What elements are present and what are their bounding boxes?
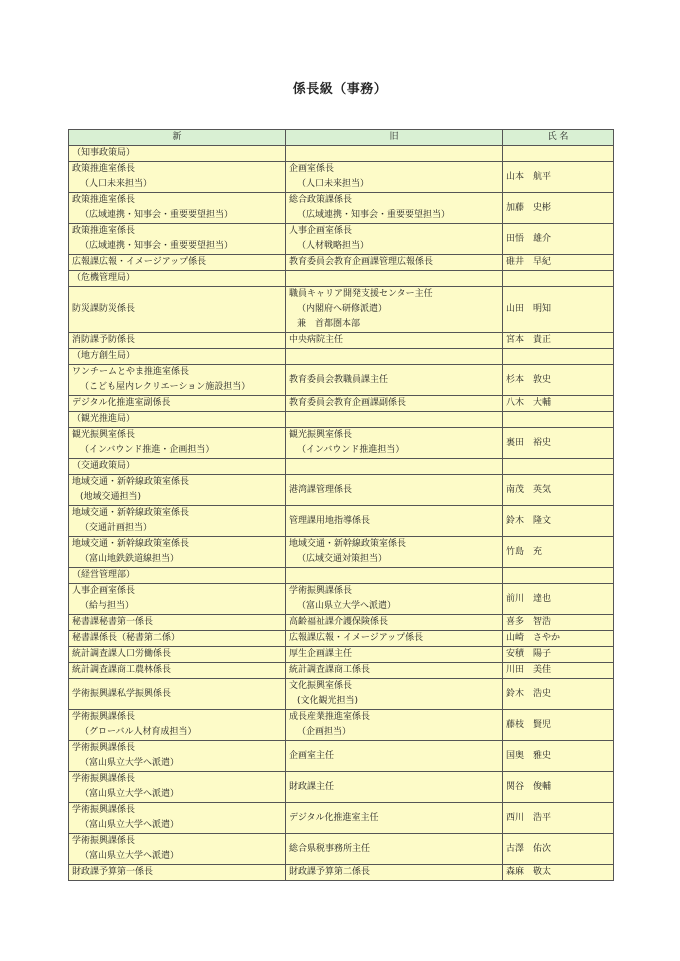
position-line: 教育委員会教職員課主任 — [289, 374, 389, 385]
person-name: 西川 浩平 — [503, 803, 614, 834]
header-row — [69, 130, 614, 146]
person-name: 山本 航平 — [503, 162, 614, 193]
old-position-cell — [286, 803, 503, 834]
table-row — [69, 647, 614, 663]
section-label: （観光推進局） — [69, 412, 286, 428]
old-position-cell — [286, 663, 503, 679]
position-line: 総合県税事務所主任 — [289, 843, 371, 854]
position-line: 地域交通・新幹線政策室係長 — [289, 539, 407, 549]
position-line: 学術振興課係長 — [72, 712, 136, 722]
position-line: 中央病院主任 — [289, 335, 344, 345]
position-line: 教育委員会教育企画課管理広報係長 — [289, 257, 434, 267]
personnel-table — [68, 129, 614, 881]
new-position-cell — [69, 584, 286, 615]
old-position-cell — [286, 631, 503, 647]
table-row — [69, 865, 614, 881]
old-position-cell — [286, 224, 503, 255]
new-position-cell — [69, 537, 286, 568]
person-name: 山田 明知 — [503, 287, 614, 333]
section-label: （経営管理部） — [69, 568, 286, 584]
position-line: （富山県立大学へ派遣） — [80, 851, 180, 861]
new-position-cell — [69, 865, 286, 881]
person-name: 宮本 貴正 — [503, 333, 614, 349]
position-line: 消防課予防係長 — [72, 335, 136, 345]
position-line: 政策推進室係長 — [72, 164, 136, 174]
position-line: 防災課防災係長 — [72, 304, 136, 314]
table-row — [69, 834, 614, 865]
position-line: （人口未来担当） — [80, 179, 153, 189]
table-row — [69, 475, 614, 506]
person-name: 鈴木 浩史 — [503, 679, 614, 710]
old-position-cell — [286, 506, 503, 537]
table-row — [69, 803, 614, 834]
position-line: 政策推進室係長 — [72, 226, 136, 236]
table-row — [69, 741, 614, 772]
new-position-cell — [69, 224, 286, 255]
table-row — [69, 537, 614, 568]
position-line: 人事企画室係長 — [72, 586, 136, 596]
new-position-cell — [69, 193, 286, 224]
position-line: 統計調査課人口労働係長 — [72, 649, 172, 659]
table-row — [69, 255, 614, 271]
section-label: （地方創生局） — [69, 349, 286, 365]
section-row — [69, 412, 614, 428]
position-line: 人事企画室係長 — [289, 226, 353, 236]
new-position-cell — [69, 333, 286, 349]
old-position-cell — [286, 865, 503, 881]
position-line: 地域交通・新幹線政策室係長 — [72, 539, 190, 549]
position-line: 企画室主任 — [289, 750, 335, 761]
table-row — [69, 162, 614, 193]
header-new: 新 — [69, 130, 286, 146]
old-position-cell — [286, 584, 503, 615]
person-name: 竹島 充 — [503, 537, 614, 568]
table-row — [69, 193, 614, 224]
person-name: 関谷 俊輔 — [503, 772, 614, 803]
section-empty-cell — [286, 271, 503, 287]
old-position-cell — [286, 741, 503, 772]
position-line: 統計調査課商工農林係長 — [72, 665, 172, 675]
position-line: （広域連携・知事会・重要要望担当） — [80, 210, 234, 220]
position-line: 観光振興室係長 — [289, 430, 353, 440]
position-line: 総合政策課係長 — [289, 195, 353, 205]
position-line: （広域連携・知事会・重要要望担当） — [297, 210, 451, 220]
table-row — [69, 710, 614, 741]
person-name: 前川 達也 — [503, 584, 614, 615]
new-position-cell — [69, 772, 286, 803]
section-label: （知事政策局） — [69, 146, 286, 162]
position-line: （インバウンド推進・企画担当） — [80, 445, 215, 455]
table-row — [69, 428, 614, 459]
section-empty-cell — [286, 349, 503, 365]
section-empty-cell — [503, 412, 614, 428]
position-line: 政策推進室係長 — [72, 195, 136, 205]
section-empty-cell — [503, 349, 614, 365]
new-position-cell — [69, 287, 286, 333]
old-position-cell — [286, 537, 503, 568]
position-line: 学術振興課係長 — [289, 586, 353, 596]
new-position-cell — [69, 615, 286, 631]
section-row — [69, 349, 614, 365]
new-position-cell — [69, 396, 286, 412]
table-row — [69, 224, 614, 255]
old-position-cell — [286, 772, 503, 803]
old-position-cell — [286, 647, 503, 663]
position-line: （富山県立大学へ派遣） — [80, 820, 180, 830]
position-line: （富山地鉄鉄道線担当） — [80, 554, 180, 564]
new-position-cell — [69, 475, 286, 506]
position-line: 兼 首都圏本部 — [297, 319, 361, 329]
position-line: 財政課予算第二係長 — [289, 867, 371, 877]
person-name: 裏田 裕史 — [503, 428, 614, 459]
table-row — [69, 615, 614, 631]
position-line: （給与担当） — [80, 601, 135, 611]
person-name: 山崎 さやか — [503, 631, 614, 647]
person-name: 南茂 英気 — [503, 475, 614, 506]
position-line: 統計調査課商工係長 — [289, 665, 371, 675]
new-position-cell — [69, 647, 286, 663]
position-line: （人口未来担当） — [297, 179, 370, 189]
position-line: 地域交通・新幹線政策室係長 — [72, 477, 190, 487]
person-name: 碓井 早紀 — [503, 255, 614, 271]
old-position-cell — [286, 396, 503, 412]
table-row — [69, 663, 614, 679]
table-row — [69, 287, 614, 333]
old-position-cell — [286, 834, 503, 865]
table-row — [69, 631, 614, 647]
new-position-cell — [69, 710, 286, 741]
person-name: 安積 陽子 — [503, 647, 614, 663]
position-line: 秘書課秘書第一係長 — [72, 617, 154, 627]
section-row — [69, 459, 614, 475]
person-name: 杉本 敦史 — [503, 365, 614, 396]
header-name: 氏 名 — [503, 130, 614, 146]
position-line: 学術振興課係長 — [72, 805, 136, 815]
table-row — [69, 772, 614, 803]
position-line: （内閣府へ研修派遣） — [297, 304, 388, 314]
position-line: （広域連携・知事会・重要要望担当） — [80, 241, 234, 251]
position-line: （富山県立大学へ派遣） — [297, 601, 397, 611]
person-name: 鈴木 隆文 — [503, 506, 614, 537]
old-position-cell — [286, 679, 503, 710]
position-line: 厚生企画課主任 — [289, 649, 353, 659]
position-line: 財政課予算第一係長 — [72, 867, 154, 877]
section-row — [69, 146, 614, 162]
position-line: 成長産業推進室係長 — [289, 712, 371, 722]
position-line: 秘書課係長（秘書第二係） — [72, 633, 181, 643]
table-row — [69, 584, 614, 615]
section-label: （交通政策局） — [69, 459, 286, 475]
position-line: （人材戦略担当） — [297, 241, 370, 251]
position-line: 港湾課管理係長 — [289, 484, 353, 495]
position-line: 広報課広報・イメージアップ係長 — [72, 257, 207, 267]
header-old: 旧 — [286, 130, 503, 146]
section-empty-cell — [286, 459, 503, 475]
new-position-cell — [69, 679, 286, 710]
position-line: 文化振興室係長 — [289, 681, 353, 691]
new-position-cell — [69, 428, 286, 459]
position-line: 高齢福祉課介護保険係長 — [289, 617, 389, 627]
position-line: （こども屋内レクリエーション施設担当） — [80, 382, 251, 392]
position-line: 職員キャリア開発支援センター主任 — [289, 289, 433, 299]
section-empty-cell — [286, 568, 503, 584]
new-position-cell — [69, 506, 286, 537]
new-position-cell — [69, 365, 286, 396]
position-line: 教育委員会教育企画課副係長 — [289, 398, 407, 408]
position-line: 学術振興課係長 — [72, 774, 136, 784]
new-position-cell — [69, 631, 286, 647]
position-line: 地域交通・新幹線政策室係長 — [72, 508, 190, 518]
table-row — [69, 506, 614, 537]
old-position-cell — [286, 365, 503, 396]
position-line: デジタル化推進室主任 — [289, 812, 379, 823]
person-name: 古澤 佑次 — [503, 834, 614, 865]
position-line: （企画担当） — [297, 727, 352, 737]
table-row — [69, 679, 614, 710]
table-row — [69, 396, 614, 412]
section-empty-cell — [286, 146, 503, 162]
table-row — [69, 365, 614, 396]
person-name: 田悟 雄介 — [503, 224, 614, 255]
position-line: デジタル化推進室副係長 — [72, 398, 171, 408]
position-line: （富山県立大学へ派遣） — [80, 789, 180, 799]
section-empty-cell — [503, 568, 614, 584]
page-title: 係長級（事務） — [292, 82, 388, 97]
position-line: （交通計画担当） — [80, 523, 153, 533]
position-line: 財政課主任 — [289, 781, 335, 792]
position-line: 観光振興室係長 — [72, 430, 136, 440]
new-position-cell — [69, 162, 286, 193]
position-line: 企画室係長 — [289, 164, 335, 174]
person-name: 八木 大輔 — [503, 396, 614, 412]
old-position-cell — [286, 193, 503, 224]
position-line: （インバウンド推進担当） — [297, 445, 405, 455]
section-empty-cell — [503, 271, 614, 287]
position-line: (地域交通担当) — [80, 492, 142, 502]
table-row — [69, 333, 614, 349]
old-position-cell — [286, 333, 503, 349]
new-position-cell — [69, 663, 286, 679]
old-position-cell — [286, 287, 503, 333]
position-line: （グローバル人材育成担当） — [80, 727, 197, 737]
old-position-cell — [286, 615, 503, 631]
position-line: 学術振興課私学振興係長 — [72, 688, 172, 699]
position-line: (文化観光担当) — [297, 696, 359, 706]
new-position-cell — [69, 255, 286, 271]
old-position-cell — [286, 255, 503, 271]
position-line: 広報課広報・イメージアップ係長 — [289, 633, 424, 643]
person-name: 加藤 史彬 — [503, 193, 614, 224]
position-line: 学術振興課係長 — [72, 743, 136, 753]
position-line: 学術振興課係長 — [72, 836, 136, 846]
person-name: 喜多 智浩 — [503, 615, 614, 631]
new-position-cell — [69, 803, 286, 834]
section-empty-cell — [503, 459, 614, 475]
section-row — [69, 568, 614, 584]
old-position-cell — [286, 162, 503, 193]
position-line: ワンチームとやま推進室係長 — [72, 367, 190, 377]
person-name: 国奥 雅史 — [503, 741, 614, 772]
new-position-cell — [69, 741, 286, 772]
old-position-cell — [286, 710, 503, 741]
old-position-cell — [286, 428, 503, 459]
table-body — [69, 146, 614, 881]
section-empty-cell — [503, 146, 614, 162]
new-position-cell — [69, 834, 286, 865]
section-row — [69, 271, 614, 287]
old-position-cell — [286, 475, 503, 506]
position-line: （広域交通対策担当） — [297, 554, 388, 564]
section-label: （危機管理局） — [69, 271, 286, 287]
person-name: 川田 美佳 — [503, 663, 614, 679]
person-name: 森麻 敬太 — [503, 865, 614, 881]
section-empty-cell — [286, 412, 503, 428]
position-line: （富山県立大学へ派遣） — [80, 758, 180, 768]
position-line: 管理課用地指導係長 — [289, 515, 371, 526]
person-name: 藤枝 賢児 — [503, 710, 614, 741]
